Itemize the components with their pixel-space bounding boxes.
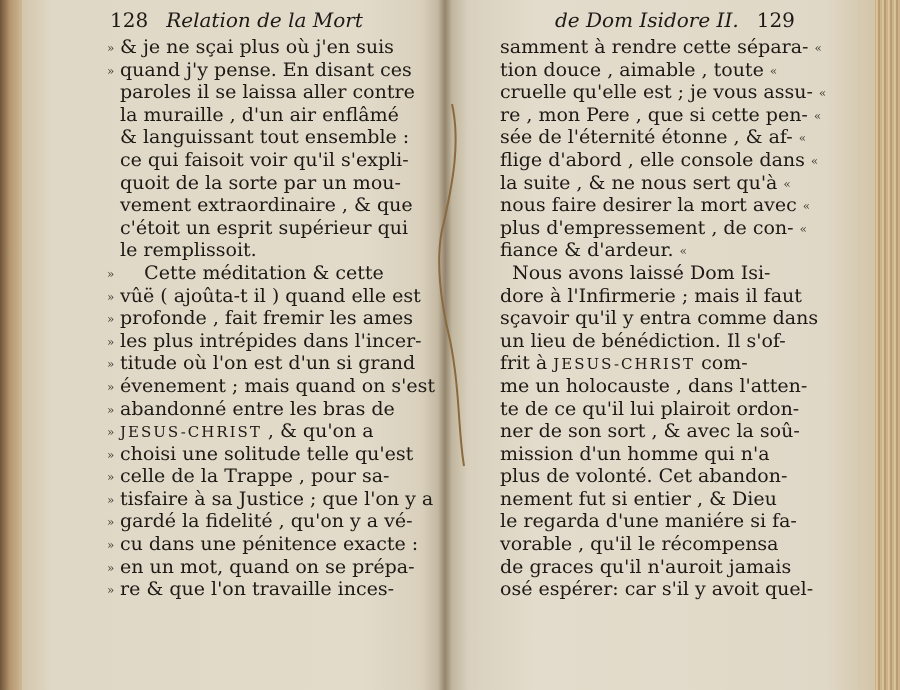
line-text: choisi une solitude telle qu'est	[120, 442, 414, 465]
quote-mark: »	[107, 41, 115, 55]
line-text: mission d'un homme qui n'a	[500, 442, 770, 465]
text-line	[107, 398, 435, 421]
line-text: nement fut si entier , & Dieu	[500, 487, 777, 510]
quote-mark: »	[107, 583, 115, 598]
line-text: & languissant tout ensemble :	[120, 126, 410, 149]
text-line	[107, 578, 435, 601]
quote-mark: »	[107, 379, 115, 394]
binding-thread	[430, 100, 470, 470]
line-text: re , mon Pere , que si cette pen-	[500, 103, 808, 126]
line-text: plus d'empressement , de con-	[500, 216, 794, 239]
line-text: vorable , qu'il le récompensa	[500, 533, 779, 556]
text-line	[500, 375, 826, 398]
text-line	[500, 510, 826, 533]
line-text: évenement ; mais quand on s'est	[120, 374, 436, 397]
text-line	[107, 239, 435, 262]
text-line	[107, 420, 435, 443]
text-line	[500, 420, 826, 443]
text-line	[500, 172, 826, 195]
line-text: samment à rendre cette sépara-	[500, 36, 809, 58]
line-text: plus de volonté. Cet abandon-	[500, 465, 788, 488]
right-page-text	[500, 36, 826, 601]
text-line	[500, 262, 826, 285]
text-line	[500, 104, 826, 127]
quote-mark: »	[107, 470, 115, 485]
text-line	[107, 488, 435, 511]
line-text: quand j'y pense. En disant ces	[120, 58, 412, 81]
line-text: osé espérer: car s'il y avoit quel-	[500, 578, 814, 601]
line-text: le regarda d'une maniére si fa-	[500, 510, 797, 533]
text-line	[500, 126, 826, 149]
text-line	[107, 172, 435, 195]
quote-mark: «	[810, 153, 819, 168]
right-running-head-title: de Dom Isidore II.	[555, 8, 739, 32]
text-line	[107, 126, 435, 149]
quote-mark: «	[818, 86, 827, 101]
text-line	[500, 533, 826, 556]
line-text: ce qui faisoit voir qu'il s'expli-	[120, 148, 409, 171]
line-text: tion douce , aimable , toute	[500, 58, 764, 81]
text-line	[500, 488, 826, 511]
left-page	[22, 0, 445, 690]
line-text: les plus intrépides dans l'incer-	[120, 329, 422, 352]
quote-mark: «	[814, 41, 822, 55]
right-running-head	[555, 8, 795, 32]
quote-mark: «	[799, 221, 807, 236]
quote-mark: »	[107, 334, 115, 349]
text-line	[107, 149, 435, 172]
line-text: frit à JESUS-CHRIST com-	[500, 352, 748, 375]
line-text: gardé la fidelité , qu'on y a vé-	[120, 510, 413, 533]
line-text: vement extraordinaire , & que	[120, 194, 413, 217]
quote-mark: »	[107, 63, 115, 78]
text-line	[500, 578, 826, 601]
line-text: JESUS-CHRIST , & qu'on a	[120, 420, 374, 443]
text-line	[107, 59, 435, 82]
line-text: vûë ( ajoûta-t il ) quand elle est	[120, 284, 421, 307]
text-line	[107, 465, 435, 488]
text-line	[500, 556, 826, 579]
text-line	[500, 217, 826, 240]
text-line	[500, 352, 826, 375]
quote-mark: »	[107, 447, 115, 462]
text-line	[107, 262, 435, 285]
text-line	[500, 239, 826, 262]
text-line	[107, 217, 435, 240]
text-line	[107, 556, 435, 579]
quote-mark: »	[107, 425, 115, 440]
text-line	[107, 194, 435, 217]
text-line	[107, 510, 435, 533]
text-line	[500, 307, 826, 330]
text-line	[107, 307, 435, 330]
text-line	[500, 465, 826, 488]
quote-mark: »	[107, 402, 115, 417]
quote-mark: »	[107, 492, 115, 507]
quote-mark: »	[107, 538, 115, 553]
line-text: cruelle qu'elle est ; je vous assu-	[500, 81, 813, 104]
text-line	[107, 443, 435, 466]
text-line	[107, 533, 435, 556]
quote-mark: «	[679, 244, 687, 259]
text-line	[107, 375, 435, 398]
line-text: sée de l'éternité étonne , & af-	[500, 126, 793, 149]
line-text: re & que l'on travaille inces-	[120, 578, 395, 601]
text-line	[107, 352, 435, 375]
left-page-text	[107, 36, 435, 601]
page-edges	[875, 0, 900, 690]
text-line	[500, 59, 826, 82]
left-running-head	[110, 8, 363, 32]
text-line	[500, 285, 826, 308]
text-line	[107, 330, 435, 353]
text-line	[107, 81, 435, 104]
line-text: c'étoit un esprit supérieur qui	[120, 216, 409, 239]
text-line	[500, 81, 826, 104]
line-text: dore à l'Infirmerie ; mais il faut	[500, 284, 802, 307]
quote-mark: »	[107, 515, 115, 530]
line-text: paroles il se laissa aller contre	[120, 81, 415, 104]
line-text: ner de son sort , & avec la soû-	[500, 420, 800, 443]
line-text: Cette méditation & cette	[120, 261, 384, 284]
line-text: & je ne sçai plus où j'en suis	[120, 36, 394, 58]
quote-mark: «	[813, 108, 822, 123]
line-text: flige d'abord , elle console dans	[500, 148, 805, 171]
text-line	[500, 330, 826, 353]
quote-mark: »	[107, 289, 115, 304]
line-text: de graces qu'il n'auroit jamais	[500, 555, 792, 578]
right-page	[445, 0, 875, 690]
line-text: tisfaire à sa Justice ; que l'on y a	[120, 487, 434, 510]
quote-mark: «	[802, 199, 811, 214]
line-text: la muraille , d'un air enflâmé	[120, 103, 399, 126]
right-page-number: 129	[756, 8, 795, 32]
text-line	[107, 36, 435, 59]
line-text: titude où l'on est d'un si grand	[120, 352, 416, 375]
quote-mark: «	[798, 131, 807, 146]
quote-mark: «	[769, 63, 778, 78]
line-text: en un mot, quand on se prépa-	[120, 555, 415, 578]
quote-mark: »	[107, 560, 115, 575]
line-text: me un holocauste , dans l'atten-	[500, 374, 808, 397]
line-text: celle de la Trappe , pour sa-	[120, 465, 390, 488]
line-text: sçavoir qu'il y entra comme dans	[500, 307, 819, 330]
quote-mark: »	[107, 357, 115, 372]
text-line	[107, 104, 435, 127]
quote-mark: »	[107, 312, 115, 327]
line-text: nous faire desirer la mort avec	[500, 194, 797, 217]
text-line	[500, 443, 826, 466]
line-text: Nous avons laissé Dom Isi-	[500, 261, 771, 284]
text-line	[500, 398, 826, 421]
line-text: abandonné entre les bras de	[120, 397, 395, 420]
text-line	[500, 194, 826, 217]
quote-mark: »	[107, 266, 115, 281]
text-line	[107, 285, 435, 308]
line-text: profonde , fait fremir les ames	[120, 307, 414, 330]
left-page-number: 128	[110, 8, 149, 32]
text-line	[500, 149, 826, 172]
line-text: cu dans une pénitence exacte :	[120, 533, 419, 556]
line-text: fiance & d'ardeur.	[500, 239, 674, 262]
text-line	[500, 36, 826, 59]
quote-mark: «	[783, 176, 791, 191]
line-text: un lieu de bénédiction. Il s'of-	[500, 329, 786, 352]
line-text: quoit de la sorte par un mou-	[120, 171, 401, 194]
left-running-head-title: Relation de la Mort	[166, 8, 363, 32]
line-text: la suite , & ne nous sert qu'à	[500, 171, 778, 194]
line-text: te de ce qu'il lui plairoit ordon-	[500, 397, 800, 420]
line-text: le remplissoit.	[120, 239, 257, 262]
